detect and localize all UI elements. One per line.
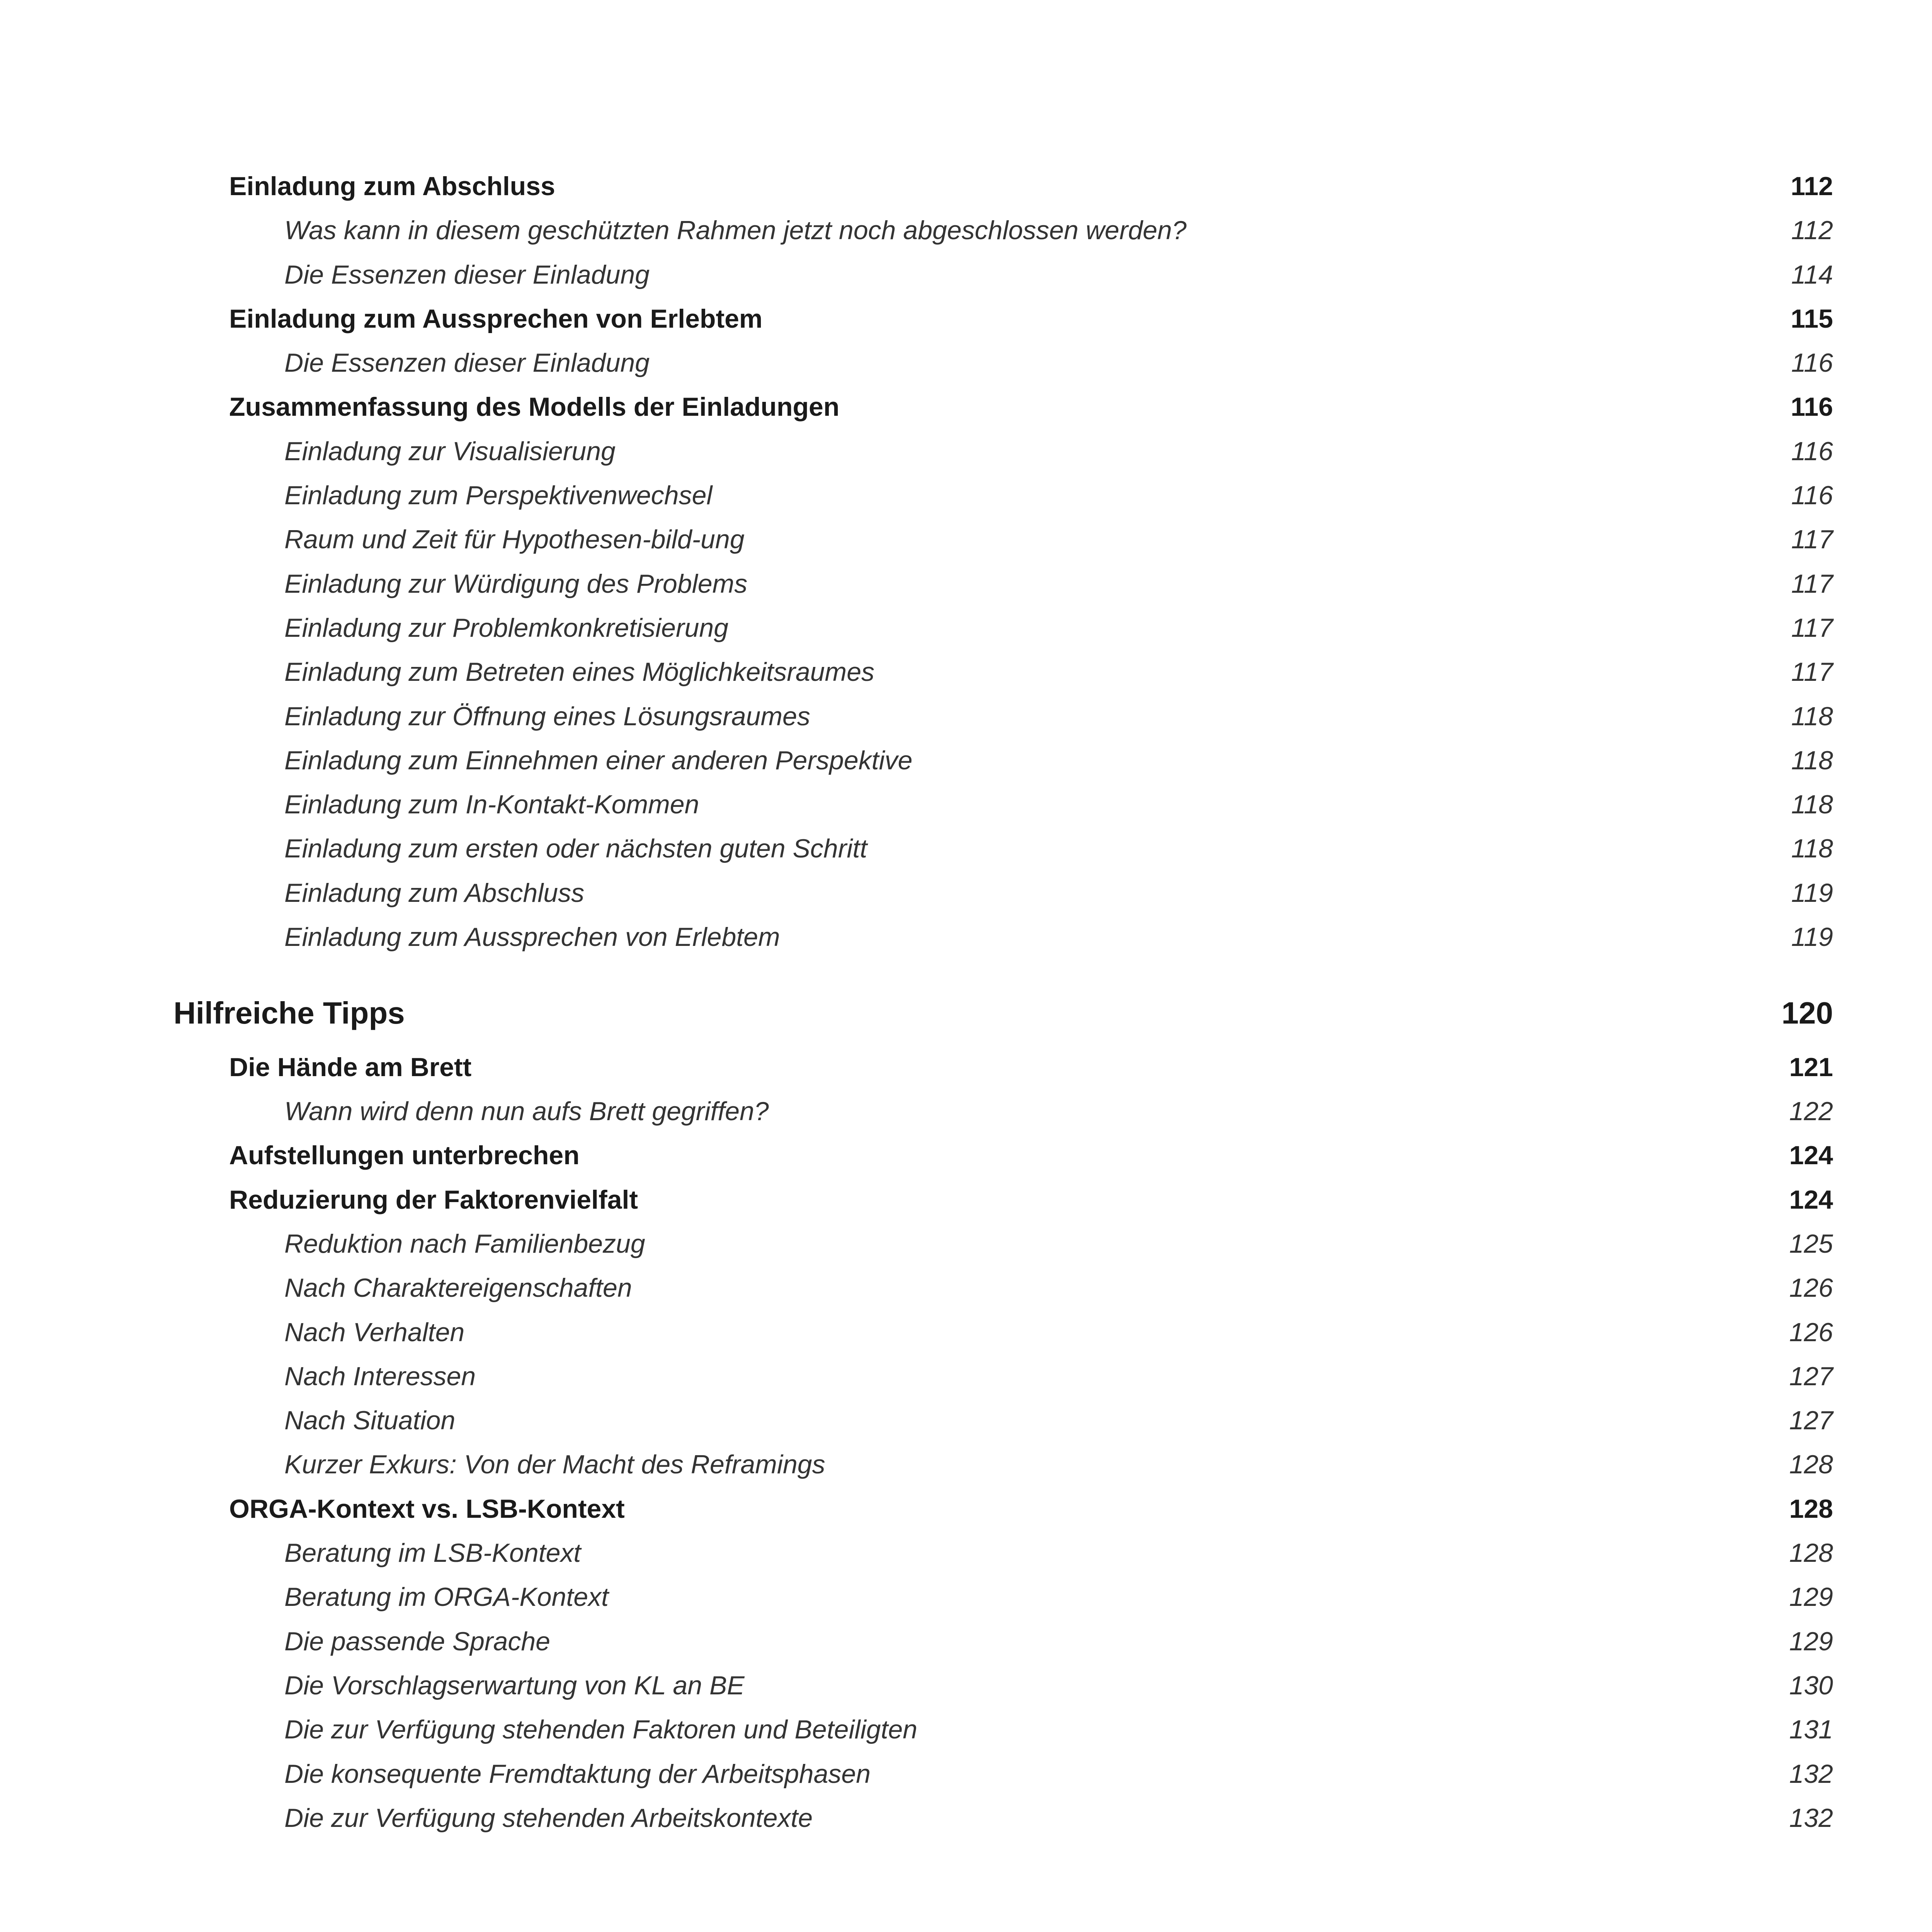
toc-entry-page-number: 128 bbox=[1789, 1450, 1833, 1479]
toc-entry-page-number: 129 bbox=[1789, 1627, 1833, 1656]
toc-section-entry[interactable] bbox=[0, 1045, 1932, 1090]
toc-subsection-entry[interactable] bbox=[0, 915, 1932, 959]
toc-entry-title: Die Hände am Brett bbox=[229, 1053, 472, 1082]
toc-subsection-entry[interactable] bbox=[0, 782, 1932, 827]
toc-entry-title: Einladung zum ersten oder nächsten guten Schritt bbox=[284, 834, 867, 863]
toc-entry-page-number: 115 bbox=[1791, 304, 1833, 333]
toc-subsection-entry[interactable] bbox=[0, 1354, 1932, 1399]
toc-subsection-entry[interactable] bbox=[0, 517, 1932, 562]
toc-entry-title: Reduzierung der Faktorenvielfalt bbox=[229, 1185, 638, 1214]
toc-subsection-entry[interactable] bbox=[0, 1619, 1932, 1664]
toc-subsection-entry[interactable] bbox=[0, 341, 1932, 385]
toc-entry-title: Hilfreiche Tipps bbox=[173, 996, 405, 1030]
toc-entry-title: Einladung zum Abschluss bbox=[284, 878, 585, 908]
toc-subsection-entry[interactable] bbox=[0, 1089, 1932, 1134]
toc-subsection-entry[interactable] bbox=[0, 562, 1932, 606]
toc-subsection-entry[interactable] bbox=[0, 1266, 1932, 1310]
toc-entry-page-number: 129 bbox=[1789, 1582, 1833, 1612]
toc-entry-page-number: 121 bbox=[1789, 1053, 1833, 1082]
toc-entry-page-number: 114 bbox=[1791, 260, 1833, 289]
toc-subsection-entry[interactable] bbox=[0, 1708, 1932, 1752]
toc-subsection-entry[interactable] bbox=[0, 606, 1932, 650]
toc-entry-title: Die zur Verfügung stehenden Faktoren und Beteiligten bbox=[284, 1715, 918, 1744]
toc-entry-page-number: 118 bbox=[1791, 834, 1833, 863]
toc-entry-title: Beratung im LSB-Kontext bbox=[284, 1538, 581, 1568]
toc-entry-page-number: 127 bbox=[1789, 1362, 1833, 1391]
toc-subsection-entry[interactable] bbox=[0, 253, 1932, 297]
toc-entry-page-number: 124 bbox=[1789, 1141, 1833, 1170]
toc-entry-title: Die zur Verfügung stehenden Arbeitskontexte bbox=[284, 1803, 813, 1833]
toc-entry-title: Die Essenzen dieser Einladung bbox=[284, 348, 650, 378]
toc-entry-title: Die Essenzen dieser Einladung bbox=[284, 260, 650, 289]
toc-entry-page-number: 120 bbox=[1781, 996, 1833, 1030]
toc-entry-page-number: 124 bbox=[1789, 1185, 1833, 1214]
toc-entry-title: Einladung zum Aussprechen von Erlebtem bbox=[229, 304, 763, 333]
toc-entry-title: Zusammenfassung des Modells der Einladungen bbox=[229, 392, 840, 422]
toc-entry-page-number: 117 bbox=[1791, 613, 1833, 643]
toc-entry-title: Einladung zur Problemkonkretisierung bbox=[284, 613, 729, 643]
toc-entry-title: Die Vorschlagserwartung von KL an BE bbox=[284, 1671, 745, 1700]
toc-entry-page-number: 117 bbox=[1791, 569, 1833, 599]
toc-entry-page-number: 132 bbox=[1789, 1759, 1833, 1789]
toc-subsection-entry[interactable] bbox=[0, 208, 1932, 253]
toc-entry-title: Nach Verhalten bbox=[284, 1318, 465, 1347]
toc-entry-title: Einladung zur Öffnung eines Lösungsraumes bbox=[284, 702, 810, 731]
toc-entry-page-number: 116 bbox=[1791, 437, 1833, 466]
toc-subsection-entry[interactable] bbox=[0, 1310, 1932, 1355]
toc-entry-page-number: 132 bbox=[1789, 1803, 1833, 1833]
toc-entry-page-number: 126 bbox=[1789, 1273, 1833, 1303]
toc-entry-page-number: 116 bbox=[1791, 481, 1833, 510]
toc-entry-page-number: 116 bbox=[1791, 348, 1833, 378]
toc-entry-page-number: 119 bbox=[1791, 922, 1833, 952]
toc-entry-page-number: 128 bbox=[1789, 1494, 1833, 1524]
toc-subsection-entry[interactable] bbox=[0, 1752, 1932, 1796]
toc-section-entry[interactable] bbox=[0, 1133, 1932, 1178]
toc-entry-title: Einladung zum Betreten eines Möglichkeitsraumes bbox=[284, 657, 875, 687]
toc-entry-page-number: 127 bbox=[1789, 1406, 1833, 1435]
toc-subsection-entry[interactable] bbox=[0, 738, 1932, 783]
toc-entry-page-number: 130 bbox=[1789, 1671, 1833, 1700]
toc-entry-page-number: 116 bbox=[1791, 392, 1833, 422]
toc-subsection-entry[interactable] bbox=[0, 694, 1932, 739]
toc-section-entry[interactable] bbox=[0, 1487, 1932, 1531]
toc-entry-title: Die konsequente Fremdtaktung der Arbeitsphasen bbox=[284, 1759, 871, 1789]
toc-section-entry[interactable] bbox=[0, 164, 1932, 209]
toc-entry-page-number: 118 bbox=[1791, 790, 1833, 819]
toc-entry-title: Einladung zur Würdigung des Problems bbox=[284, 569, 748, 599]
toc-entry-title: Beratung im ORGA-Kontext bbox=[284, 1582, 609, 1612]
toc-entry-title: Nach Charaktereigenschaften bbox=[284, 1273, 632, 1303]
toc-section-entry[interactable] bbox=[0, 297, 1932, 341]
toc-subsection-entry[interactable] bbox=[0, 1222, 1932, 1266]
toc-entry-title: Raum und Zeit für Hypothesen-bild-ung bbox=[284, 525, 745, 554]
toc-subsection-entry[interactable] bbox=[0, 827, 1932, 871]
toc-entry-title: Einladung zum Perspektivenwechsel bbox=[284, 481, 713, 510]
toc-subsection-entry[interactable] bbox=[0, 650, 1932, 694]
toc-entry-page-number: 112 bbox=[1791, 172, 1833, 201]
toc-entry-title: Einladung zum Einnehmen einer anderen Perspektive bbox=[284, 746, 913, 775]
toc-subsection-entry[interactable] bbox=[0, 429, 1932, 474]
toc-subsection-entry[interactable] bbox=[0, 871, 1932, 915]
toc-subsection-entry[interactable] bbox=[0, 473, 1932, 518]
toc-section-entry[interactable] bbox=[0, 1178, 1932, 1222]
toc-entry-page-number: 128 bbox=[1789, 1538, 1833, 1568]
toc-entry-title: Einladung zum Abschluss bbox=[229, 172, 555, 201]
toc-subsection-entry[interactable] bbox=[0, 1663, 1932, 1708]
toc-entry-title: Was kann in diesem geschützten Rahmen jetzt noch abgeschlossen werden? bbox=[284, 216, 1187, 245]
toc-entry-title: Einladung zur Visualisierung bbox=[284, 437, 616, 466]
toc-chapter-entry[interactable] bbox=[0, 991, 1932, 1035]
toc-entry-page-number: 125 bbox=[1789, 1229, 1833, 1259]
toc-entry-title: Aufstellungen unterbrechen bbox=[229, 1141, 580, 1170]
toc-entry-title: Wann wird denn nun aufs Brett gegriffen? bbox=[284, 1097, 769, 1126]
toc-subsection-entry[interactable] bbox=[0, 1796, 1932, 1840]
toc-subsection-entry[interactable] bbox=[0, 1531, 1932, 1575]
toc-entry-title: Einladung zum Aussprechen von Erlebtem bbox=[284, 922, 780, 952]
toc-entry-page-number: 126 bbox=[1789, 1318, 1833, 1347]
toc-entry-title: Reduktion nach Familienbezug bbox=[284, 1229, 645, 1259]
toc-entry-page-number: 118 bbox=[1791, 702, 1833, 731]
toc-entry-page-number: 112 bbox=[1791, 216, 1833, 245]
toc-entry-page-number: 122 bbox=[1789, 1097, 1833, 1126]
toc-subsection-entry[interactable] bbox=[0, 1398, 1932, 1443]
toc-entry-page-number: 117 bbox=[1791, 525, 1833, 554]
toc-entry-title: ORGA-Kontext vs. LSB-Kontext bbox=[229, 1494, 625, 1524]
toc-entry-page-number: 118 bbox=[1791, 746, 1833, 775]
toc-entry-page-number: 117 bbox=[1791, 657, 1833, 687]
toc-entry-title: Einladung zum In-Kontakt-Kommen bbox=[284, 790, 699, 819]
toc-section-entry[interactable] bbox=[0, 385, 1932, 429]
toc-entry-page-number: 131 bbox=[1789, 1715, 1833, 1744]
toc-entry-title: Nach Situation bbox=[284, 1406, 456, 1435]
toc-entry-title: Nach Interessen bbox=[284, 1362, 476, 1391]
toc-subsection-entry[interactable] bbox=[0, 1575, 1932, 1619]
toc-entry-page-number: 119 bbox=[1791, 878, 1833, 908]
toc-subsection-entry[interactable] bbox=[0, 1442, 1932, 1487]
toc-entry-title: Kurzer Exkurs: Von der Macht des Reframings bbox=[284, 1450, 825, 1479]
toc-entry-title: Die passende Sprache bbox=[284, 1627, 551, 1656]
